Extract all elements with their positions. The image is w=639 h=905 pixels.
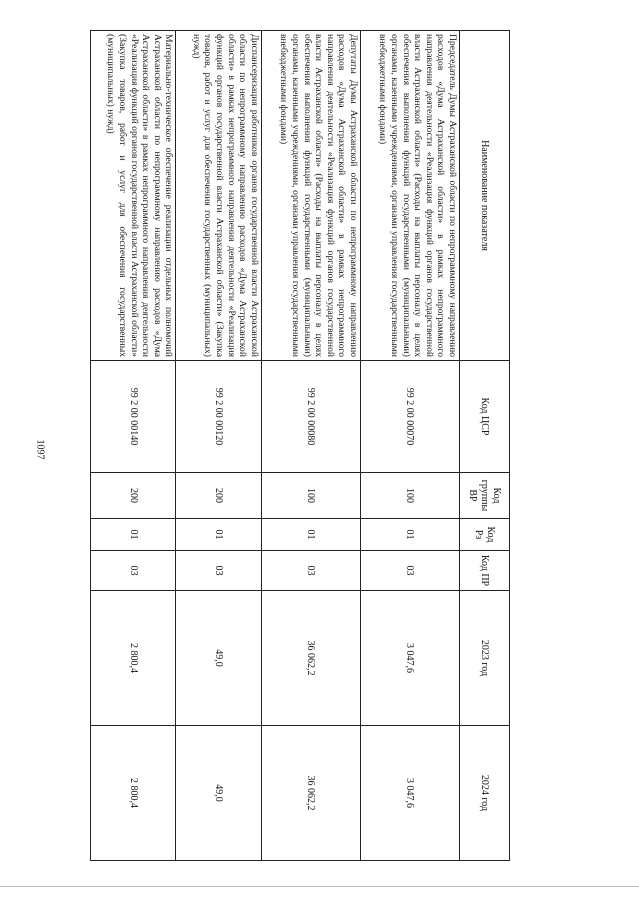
row-2023: 49,0 bbox=[176, 591, 261, 726]
row-vr: 100 bbox=[261, 473, 360, 519]
row-rz: 01 bbox=[360, 519, 459, 551]
row-2023: 2 800,4 bbox=[91, 591, 176, 726]
header-pr: Код ПР bbox=[460, 551, 510, 591]
row-csr: 99 2 00 00120 bbox=[176, 361, 261, 473]
row-rz: 01 bbox=[176, 519, 261, 551]
row-name: Председатель Думы Астраханской области по непрограммному направлению расходов «Дума Астраханской области» в рамках непрограммного направления деятельности «Реализация функций органов государственной власти Астраханской области» (Расходы на выплаты персоналу в целях обеспечения выполнения функций государственными (муниципальными) органами, казенными учреждениями, органами управления государственными внебюджетными фондами) bbox=[360, 31, 459, 361]
row-2023: 3 047,6 bbox=[360, 591, 459, 726]
page-number: 1097 bbox=[34, 439, 46, 460]
header-2024: 2024 год bbox=[460, 726, 510, 861]
row-csr: 99 2 00 00080 bbox=[261, 361, 360, 473]
table-row bbox=[360, 31, 459, 861]
header-csr: Код ЦСР bbox=[460, 361, 510, 473]
row-name: Материально-техническое обеспечение реализации отдельных полномочий Астраханской области по непрограммному направлению расходов «Дума Астраханской области» в рамках непрограммного направления деятельности «Реализация функций органов государственной власти Астраханской области» (Закупка товаров, работ и услуг для обеспечения государственных (муниципальных) нужд) bbox=[91, 31, 176, 361]
row-rz: 01 bbox=[91, 519, 176, 551]
row-rz: 01 bbox=[261, 519, 360, 551]
table-row bbox=[261, 31, 360, 861]
scan-divider bbox=[0, 886, 639, 887]
table-row bbox=[176, 31, 261, 861]
header-2023: 2023 год bbox=[460, 591, 510, 726]
table-row bbox=[91, 31, 176, 861]
row-2024: 49,0 bbox=[176, 726, 261, 861]
table-header-row bbox=[460, 31, 510, 861]
row-pr: 03 bbox=[176, 551, 261, 591]
row-pr: 03 bbox=[360, 551, 459, 591]
row-name: Диспансеризация работников органов государственной власти Астраханской области по непрограммному направлению расходов «Дума Астраханской области» в рамках непрограммного направления деятельности «Реализация функций органов государственной власти Астраханской области» (Закупка товаров, работ и услуг для обеспечения государственных (муниципальных) нужд) bbox=[176, 31, 261, 361]
row-pr: 03 bbox=[261, 551, 360, 591]
row-2023: 36 062,2 bbox=[261, 591, 360, 726]
header-name: Наименование показателя bbox=[460, 31, 510, 361]
row-2024: 36 062,2 bbox=[261, 726, 360, 861]
row-csr: 99 2 00 00070 bbox=[360, 361, 459, 473]
header-vr: Код группы ВР bbox=[460, 473, 510, 519]
row-csr: 99 2 00 00140 bbox=[91, 361, 176, 473]
row-2024: 2 800,4 bbox=[91, 726, 176, 861]
row-vr: 100 bbox=[360, 473, 459, 519]
header-rz: Код Рз bbox=[460, 519, 510, 551]
row-vr: 200 bbox=[176, 473, 261, 519]
row-2024: 3 047,6 bbox=[360, 726, 459, 861]
budget-table bbox=[90, 30, 510, 861]
row-name: Депутаты Думы Астраханской области по непрограммному направлению расходов «Дума Астраханской области» в рамках непрограммного направления деятельности «Реализация функций органов государственной власти Астраханской области» (Расходы на выплаты персоналу в целях обеспечения выполнения функций государственными (муниципальными) органами, казенными учреждениями, органами управления государственными внебюджетными фондами) bbox=[261, 31, 360, 361]
rotated-table-container bbox=[90, 30, 510, 860]
row-vr: 200 bbox=[91, 473, 176, 519]
row-pr: 03 bbox=[91, 551, 176, 591]
